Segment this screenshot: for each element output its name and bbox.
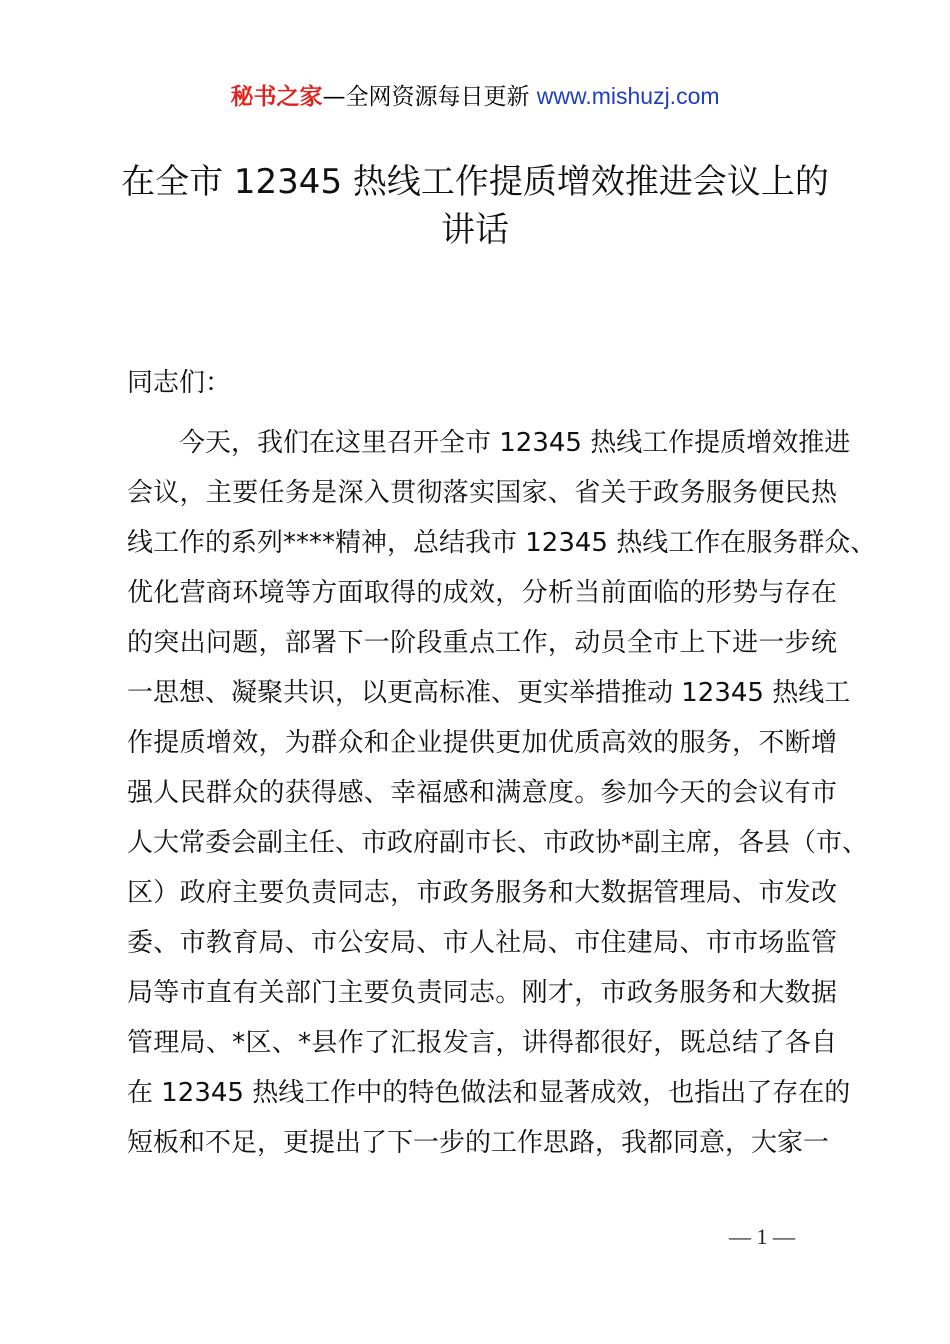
paragraph-line: 线工作的系列****精神，总结我市 12345 热线工作在服务群众、 xyxy=(127,528,877,558)
paragraph-line: 优化营商环境等方面取得的成效，分析当前面临的形势与存在 xyxy=(127,578,837,608)
paragraph-line: 一思想、凝聚共识，以更高标准、更实举措推动 12345 热线工 xyxy=(127,678,851,708)
paragraph-line: 作提质增效，为群众和企业提供更加优质高效的服务，不断增 xyxy=(127,728,837,758)
paragraph-line: 人大常委会副主任、市政府副市长、市政协*副主席，各县（市、 xyxy=(127,828,869,858)
brand-name: 秘书之家 xyxy=(230,84,323,110)
paragraph-line: 的突出问题，部署下一阶段重点工作，动员全市上下进一步统 xyxy=(127,628,837,658)
page-number: — 1 — xyxy=(729,1224,795,1249)
paragraph-line: 短板和不足，更提出了下一步的工作思路，我都同意，大家一 xyxy=(127,1128,830,1158)
paragraph-line: 在 12345 热线工作中的特色做法和显著成效，也指出了存在的 xyxy=(127,1078,851,1108)
paragraph-line: 管理局、*区、*县作了汇报发言，讲得都很好，既总结了各自 xyxy=(127,1028,837,1058)
paragraph-line: 会议，主要任务是深入贯彻落实国家、省关于政务服务便民热 xyxy=(127,478,837,508)
paragraph-line: 局等市直有关部门主要负责同志。刚才，市政务服务和大数据 xyxy=(127,978,837,1008)
paragraph-line: 今天，我们在这里召开全市 12345 热线工作提质增效推进 xyxy=(179,428,851,458)
paragraph-line: 区）政府主要负责同志，市政务服务和大数据管理局、市发改 xyxy=(127,878,837,908)
body-paragraph xyxy=(127,418,877,1168)
website-link[interactable]: www.mishuzj.com xyxy=(536,83,720,109)
paragraph-line: 强人民群众的获得感、幸福感和满意度。参加今天的会议有市 xyxy=(127,778,837,808)
paragraph-line: 委、市教育局、市公安局、市人社局、市住建局、市市场监管 xyxy=(127,928,837,958)
title-line: 讲话 xyxy=(441,210,509,250)
site-header xyxy=(0,80,950,113)
document-title xyxy=(110,158,840,254)
header-tagline: —全网资源每日更新 xyxy=(322,84,530,110)
title-line: 在全市 12345 热线工作提质增效推进会议上的 xyxy=(121,162,829,202)
salutation: 同志们： xyxy=(127,368,232,398)
